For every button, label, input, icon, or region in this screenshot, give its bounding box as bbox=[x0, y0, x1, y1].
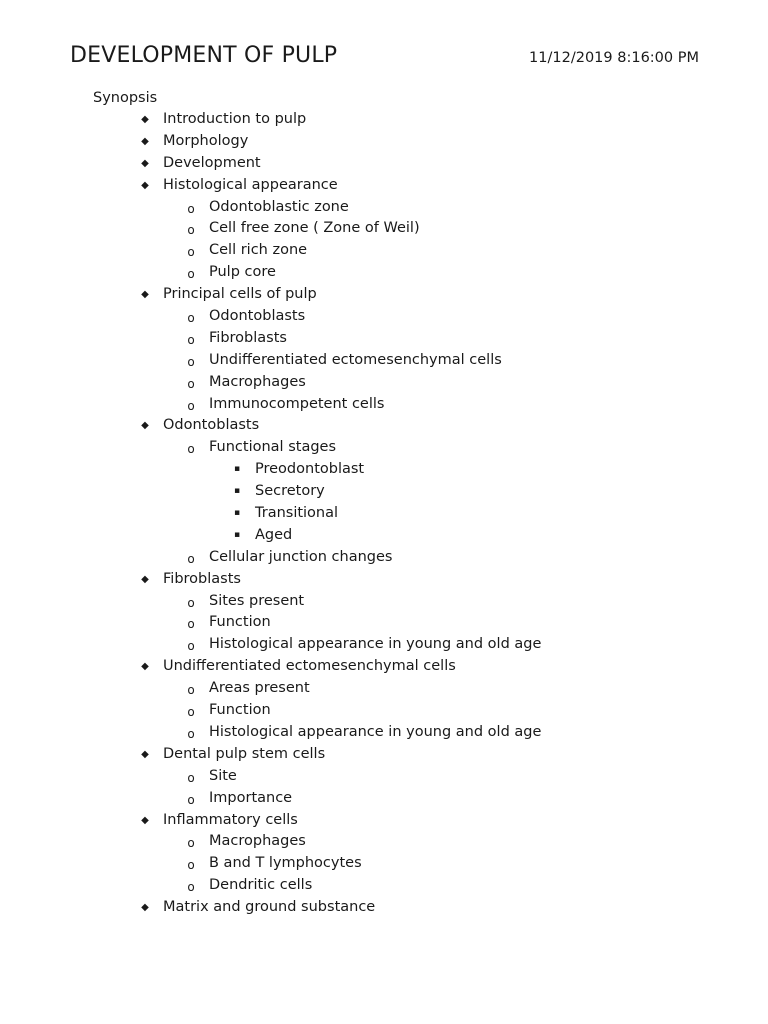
circle-bullet-icon: o bbox=[187, 617, 195, 632]
outline-item-text: Aged bbox=[255, 526, 293, 543]
outline-item-text: Histological appearance bbox=[163, 176, 338, 193]
diamond-bullet-icon: ◆ bbox=[141, 157, 149, 169]
outline-item-text: Sites present bbox=[209, 592, 305, 609]
document-timestamp: 11/12/2019 8:16:00 PM bbox=[529, 50, 699, 66]
outline-item bbox=[0, 678, 768, 700]
diamond-bullet-icon: ◆ bbox=[141, 114, 149, 125]
circle-bullet-icon: o bbox=[187, 332, 195, 347]
outline-item bbox=[0, 262, 768, 284]
outline-item-text: Immunocompetent cells bbox=[209, 395, 385, 412]
outline-item bbox=[0, 350, 768, 372]
outline-item bbox=[0, 197, 768, 219]
document-title: DEVELOPMENT OF PULP bbox=[70, 43, 338, 68]
outline-item-text: Cell free zone ( Zone of Weil) bbox=[209, 220, 420, 237]
outline-item-text: Histological appearance in young and old age bbox=[209, 723, 542, 740]
outline-item-text: Importance bbox=[209, 789, 293, 806]
circle-bullet-icon: o bbox=[187, 245, 195, 260]
outline-item bbox=[0, 612, 768, 634]
outline-item bbox=[0, 569, 768, 591]
outline-item-text: Principal cells of pulp bbox=[163, 286, 317, 303]
outline-item bbox=[0, 853, 768, 875]
outline-item-text: Secretory bbox=[255, 483, 325, 500]
circle-bullet-icon: o bbox=[187, 858, 195, 873]
diamond-bullet-icon: ◆ bbox=[141, 902, 149, 914]
circle-bullet-icon: o bbox=[187, 551, 195, 566]
circle-bullet-icon: o bbox=[187, 705, 195, 720]
circle-bullet-icon: o bbox=[187, 726, 195, 741]
diamond-bullet-icon: ◆ bbox=[141, 573, 149, 585]
synopsis-outline bbox=[0, 109, 768, 919]
circle-bullet-icon: o bbox=[187, 836, 195, 851]
circle-bullet-icon: o bbox=[187, 683, 195, 698]
outline-item-text: Site bbox=[209, 767, 237, 784]
outline-item bbox=[0, 175, 768, 197]
outline-item bbox=[0, 766, 768, 788]
outline-item bbox=[0, 153, 768, 175]
circle-bullet-icon: o bbox=[187, 354, 195, 369]
outline-item bbox=[0, 131, 768, 153]
outline-item-text: Macrophages bbox=[209, 373, 306, 390]
circle-bullet-icon: o bbox=[187, 770, 195, 785]
square-bullet-icon: ▪ bbox=[233, 529, 241, 540]
outline-item bbox=[0, 525, 768, 547]
outline-item-text: Transitional bbox=[255, 505, 339, 522]
outline-item-text: Matrix and ground substance bbox=[163, 899, 376, 916]
outline-item-text: B and T lymphocytes bbox=[209, 855, 362, 872]
outline-item bbox=[0, 109, 768, 131]
outline-item-text: Odontoblastic zone bbox=[209, 198, 349, 215]
circle-bullet-icon: o bbox=[187, 442, 195, 457]
outline-item bbox=[0, 634, 768, 656]
outline-item bbox=[0, 591, 768, 613]
outline-item-text: Macrophages bbox=[209, 833, 306, 850]
outline-item-text: Cell rich zone bbox=[209, 242, 308, 259]
square-bullet-icon: ▪ bbox=[233, 464, 241, 475]
outline-item-text: Dendritic cells bbox=[209, 877, 313, 894]
circle-bullet-icon: o bbox=[187, 267, 195, 282]
circle-bullet-icon: o bbox=[187, 639, 195, 654]
outline-item-text: Odontoblasts bbox=[209, 308, 306, 325]
outline-item bbox=[0, 831, 768, 853]
circle-bullet-icon: o bbox=[187, 792, 195, 807]
outline-item-text: Functional stages bbox=[209, 439, 337, 456]
outline-item-text: Pulp core bbox=[209, 264, 276, 281]
outline-item bbox=[0, 788, 768, 810]
outline-item bbox=[0, 240, 768, 262]
outline-item bbox=[0, 503, 768, 525]
outline-item bbox=[0, 328, 768, 350]
diamond-bullet-icon: ◆ bbox=[141, 814, 149, 826]
outline-item-text: Odontoblasts bbox=[163, 417, 260, 434]
outline-item bbox=[0, 897, 768, 919]
outline-item bbox=[0, 372, 768, 394]
outline-item-text: Function bbox=[209, 702, 271, 719]
diamond-bullet-icon: ◆ bbox=[141, 135, 149, 147]
outline-item-text: Preodontoblast bbox=[255, 461, 365, 478]
circle-bullet-icon: o bbox=[187, 311, 195, 326]
circle-bullet-icon: o bbox=[187, 595, 195, 610]
outline-item bbox=[0, 394, 768, 416]
outline-item-text: Undifferentiated ectomesenchymal cells bbox=[209, 351, 502, 368]
outline-item-text: Cellular junction changes bbox=[209, 548, 393, 565]
outline-item-text: Morphology bbox=[163, 132, 249, 149]
diamond-bullet-icon: ◆ bbox=[141, 179, 149, 191]
outline-item-text: Undifferentiated ectomesenchymal cells bbox=[163, 658, 456, 675]
outline-item-text: Histological appearance in young and old age bbox=[209, 636, 542, 653]
outline-item-text: Fibroblasts bbox=[209, 329, 287, 346]
diamond-bullet-icon: ◆ bbox=[141, 748, 149, 760]
outline-item bbox=[0, 744, 768, 766]
diamond-bullet-icon: ◆ bbox=[141, 661, 149, 673]
outline-item-text: Introduction to pulp bbox=[163, 111, 307, 127]
outline-item bbox=[0, 284, 768, 306]
outline-item-text: Inflammatory cells bbox=[163, 811, 298, 828]
outline-item bbox=[0, 306, 768, 328]
outline-item bbox=[0, 459, 768, 481]
diamond-bullet-icon: ◆ bbox=[141, 289, 149, 301]
outline-item bbox=[0, 218, 768, 240]
circle-bullet-icon: o bbox=[187, 223, 195, 238]
outline-item-text: Fibroblasts bbox=[163, 570, 241, 587]
outline-item bbox=[0, 875, 768, 897]
circle-bullet-icon: o bbox=[187, 376, 195, 391]
circle-bullet-icon: o bbox=[187, 880, 195, 895]
outline-item bbox=[0, 700, 768, 722]
outline-item-text: Development bbox=[163, 154, 261, 171]
outline-item bbox=[0, 437, 768, 459]
outline-item bbox=[0, 810, 768, 832]
outline-item bbox=[0, 481, 768, 503]
outline-item bbox=[0, 415, 768, 437]
outline-item bbox=[0, 547, 768, 569]
square-bullet-icon: ▪ bbox=[233, 508, 241, 519]
outline-item-text: Function bbox=[209, 614, 271, 631]
circle-bullet-icon: o bbox=[187, 398, 195, 413]
outline-item bbox=[0, 656, 768, 678]
circle-bullet-icon: o bbox=[187, 201, 195, 216]
square-bullet-icon: ▪ bbox=[233, 486, 241, 497]
outline-item bbox=[0, 722, 768, 744]
diamond-bullet-icon: ◆ bbox=[141, 420, 149, 432]
outline-item-text: Areas present bbox=[209, 680, 310, 697]
outline-item-text: Dental pulp stem cells bbox=[163, 745, 326, 762]
section-label: Synopsis bbox=[93, 90, 158, 106]
